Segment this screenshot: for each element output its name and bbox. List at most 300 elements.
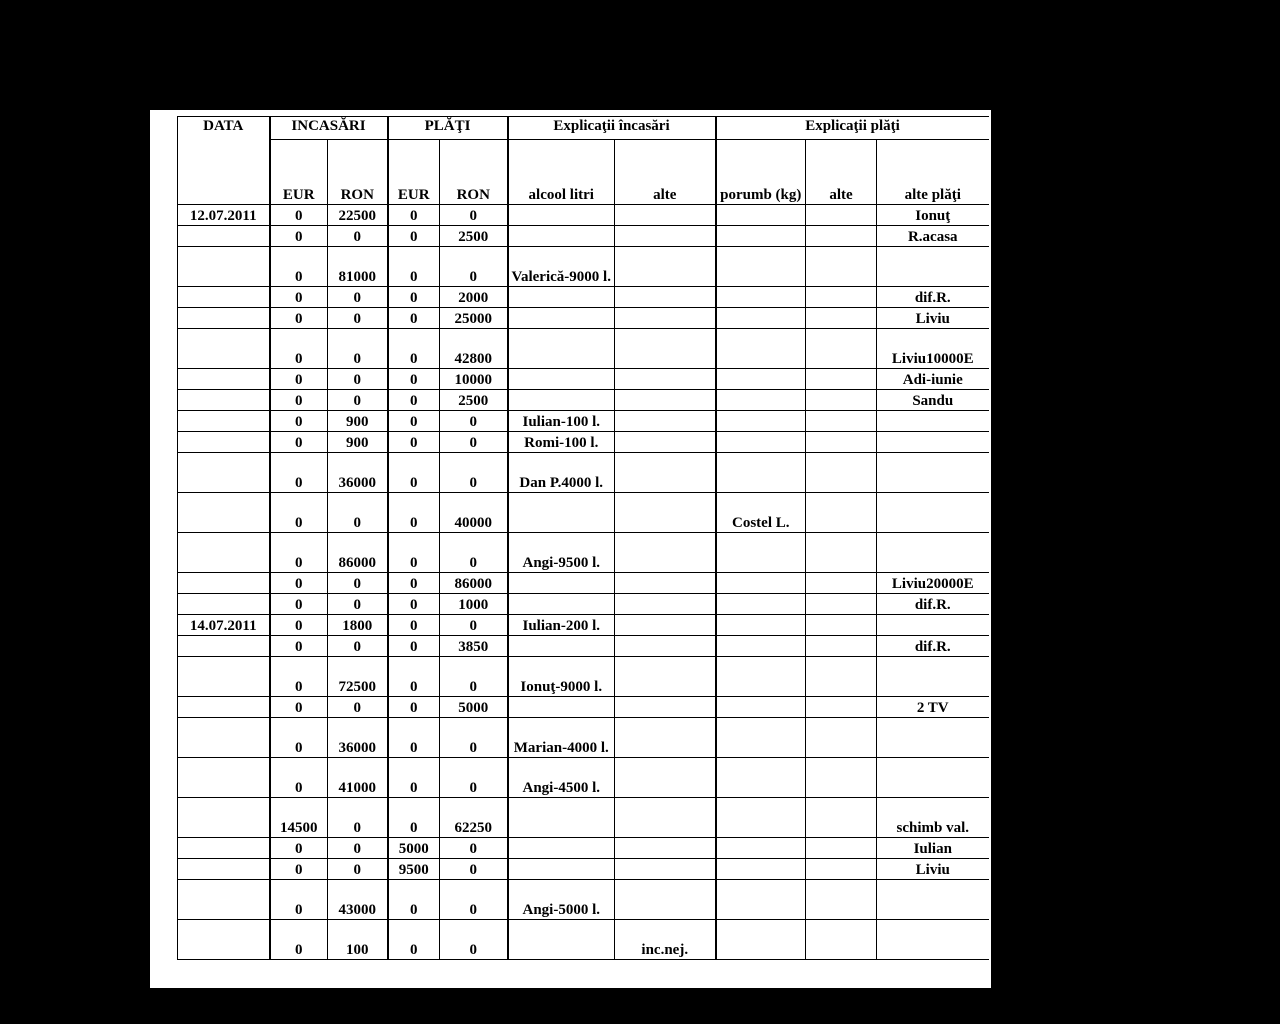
cell-incasari-ron: 0 xyxy=(328,369,388,390)
cell-plati-ron: 0 xyxy=(440,432,508,453)
table-row xyxy=(178,247,989,287)
cell-alcool-litri xyxy=(508,226,615,247)
cell-alte-incasari xyxy=(615,329,716,369)
cell-date xyxy=(178,493,270,533)
cell-porumb xyxy=(716,390,806,411)
cell-porumb xyxy=(716,798,806,838)
cell-incasari-ron: 0 xyxy=(328,573,388,594)
cell-plati-eur: 0 xyxy=(388,758,440,798)
cell-alte-plati xyxy=(877,493,989,533)
cell-incasari-eur: 0 xyxy=(270,920,328,960)
cell-incasari-eur: 0 xyxy=(270,226,328,247)
cell-alte-plati xyxy=(877,920,989,960)
cell-alcool-litri: Iulian-100 l. xyxy=(508,411,615,432)
cell-alcool-litri xyxy=(508,636,615,657)
cell-plati-ron: 40000 xyxy=(440,493,508,533)
cell-alte-plati-explic xyxy=(806,636,877,657)
table-row xyxy=(178,329,989,369)
cell-alte-plati: dif.R. xyxy=(877,636,989,657)
cell-alte-plati-explic xyxy=(806,390,877,411)
cell-alcool-litri xyxy=(508,573,615,594)
cell-incasari-eur: 0 xyxy=(270,758,328,798)
cell-alte-incasari xyxy=(615,880,716,920)
cell-incasari-ron: 0 xyxy=(328,493,388,533)
header-explicatii-incasari: Explicaţii încasări xyxy=(508,117,716,140)
cell-porumb xyxy=(716,308,806,329)
cell-alte-incasari xyxy=(615,226,716,247)
cell-alcool-litri xyxy=(508,594,615,615)
cell-incasari-eur: 0 xyxy=(270,205,328,226)
cell-date xyxy=(178,573,270,594)
cell-alte-incasari xyxy=(615,657,716,697)
table-row xyxy=(178,718,989,758)
cell-incasari-eur: 0 xyxy=(270,657,328,697)
cell-porumb: Costel L. xyxy=(716,493,806,533)
cell-alte-incasari xyxy=(615,493,716,533)
cell-plati-ron: 1000 xyxy=(440,594,508,615)
cell-date xyxy=(178,838,270,859)
cell-alte-plati-explic xyxy=(806,573,877,594)
cell-alcool-litri: Dan P.4000 l. xyxy=(508,453,615,493)
cell-incasari-eur: 0 xyxy=(270,533,328,573)
cell-incasari-eur: 0 xyxy=(270,636,328,657)
cell-plati-eur: 0 xyxy=(388,697,440,718)
cell-incasari-eur: 0 xyxy=(270,308,328,329)
cell-porumb xyxy=(716,880,806,920)
cell-date: 14.07.2011 xyxy=(178,615,270,636)
table-row xyxy=(178,636,989,657)
cell-alcool-litri xyxy=(508,329,615,369)
header-incasari: INCASĂRI xyxy=(270,117,388,140)
cell-incasari-eur: 14500 xyxy=(270,798,328,838)
cell-alte-incasari xyxy=(615,697,716,718)
cell-incasari-ron: 22500 xyxy=(328,205,388,226)
cell-alte-plati: Liviu10000E xyxy=(877,329,989,369)
header-row-groups xyxy=(178,117,989,140)
cell-plati-ron: 0 xyxy=(440,880,508,920)
cell-incasari-ron: 36000 xyxy=(328,718,388,758)
cell-incasari-eur: 0 xyxy=(270,573,328,594)
cell-incasari-ron: 81000 xyxy=(328,247,388,287)
table-row xyxy=(178,859,989,880)
table-row xyxy=(178,493,989,533)
cell-incasari-eur: 0 xyxy=(270,453,328,493)
cell-alte-incasari xyxy=(615,308,716,329)
table-row xyxy=(178,920,989,960)
cell-alte-plati xyxy=(877,453,989,493)
cell-incasari-eur: 0 xyxy=(270,329,328,369)
cell-alte-plati xyxy=(877,411,989,432)
header-alte-plati-explic: alte xyxy=(806,140,877,205)
cell-plati-eur: 0 xyxy=(388,573,440,594)
cell-incasari-eur: 0 xyxy=(270,432,328,453)
cell-porumb xyxy=(716,615,806,636)
cell-incasari-ron: 900 xyxy=(328,411,388,432)
cell-alte-plati: Liviu xyxy=(877,308,989,329)
cell-plati-ron: 42800 xyxy=(440,329,508,369)
cell-alcool-litri xyxy=(508,697,615,718)
cell-porumb xyxy=(716,636,806,657)
cell-alte-plati-explic xyxy=(806,657,877,697)
cell-alte-incasari xyxy=(615,838,716,859)
cell-alte-plati-explic xyxy=(806,594,877,615)
table-row xyxy=(178,533,989,573)
cell-plati-ron: 0 xyxy=(440,718,508,758)
cell-incasari-ron: 0 xyxy=(328,390,388,411)
cell-plati-ron: 0 xyxy=(440,615,508,636)
cell-alcool-litri xyxy=(508,369,615,390)
cell-alcool-litri: Romi-100 l. xyxy=(508,432,615,453)
cell-alte-incasari xyxy=(615,798,716,838)
cell-alcool-litri: Iulian-200 l. xyxy=(508,615,615,636)
cell-alte-plati-explic xyxy=(806,697,877,718)
cell-plati-eur: 0 xyxy=(388,390,440,411)
cell-alte-plati-explic xyxy=(806,493,877,533)
header-plati-ron: RON xyxy=(440,140,508,205)
table-row xyxy=(178,432,989,453)
cell-date xyxy=(178,432,270,453)
cell-porumb xyxy=(716,287,806,308)
table-row xyxy=(178,880,989,920)
cell-alte-plati xyxy=(877,247,989,287)
cell-plati-eur: 0 xyxy=(388,247,440,287)
cell-alte-plati-explic xyxy=(806,880,877,920)
cell-plati-ron: 0 xyxy=(440,859,508,880)
cell-alte-incasari xyxy=(615,533,716,573)
header-alte-plati: alte plăţi xyxy=(877,140,989,205)
cell-alte-plati xyxy=(877,615,989,636)
cell-alte-plati: R.acasa xyxy=(877,226,989,247)
cell-incasari-eur: 0 xyxy=(270,411,328,432)
cell-incasari-ron: 0 xyxy=(328,329,388,369)
cell-alte-plati-explic xyxy=(806,411,877,432)
cell-alte-plati-explic xyxy=(806,615,877,636)
cell-plati-ron: 2000 xyxy=(440,287,508,308)
cell-plati-eur: 0 xyxy=(388,329,440,369)
cell-plati-eur: 0 xyxy=(388,493,440,533)
cell-incasari-ron: 100 xyxy=(328,920,388,960)
cell-alte-plati: Liviu xyxy=(877,859,989,880)
cell-plati-ron: 86000 xyxy=(440,573,508,594)
ledger-body xyxy=(178,205,989,960)
cell-alte-plati-explic xyxy=(806,798,877,838)
cell-plati-eur: 0 xyxy=(388,432,440,453)
cell-alte-incasari xyxy=(615,390,716,411)
header-explicatii-plati: Explicaţii plăţi xyxy=(716,117,989,140)
cell-plati-eur: 0 xyxy=(388,287,440,308)
cell-incasari-ron: 0 xyxy=(328,226,388,247)
cell-incasari-ron: 36000 xyxy=(328,453,388,493)
cell-porumb xyxy=(716,533,806,573)
cell-alte-incasari xyxy=(615,287,716,308)
cell-alte-plati-explic xyxy=(806,718,877,758)
cell-alcool-litri xyxy=(508,287,615,308)
cell-porumb xyxy=(716,718,806,758)
cell-alte-plati-explic xyxy=(806,369,877,390)
cell-plati-eur: 0 xyxy=(388,636,440,657)
cell-alte-plati-explic xyxy=(806,226,877,247)
cell-porumb xyxy=(716,411,806,432)
cell-plati-ron: 0 xyxy=(440,920,508,960)
cell-alcool-litri xyxy=(508,859,615,880)
table-row xyxy=(178,594,989,615)
cell-plati-ron: 3850 xyxy=(440,636,508,657)
cell-plati-ron: 0 xyxy=(440,247,508,287)
cell-alte-incasari xyxy=(615,573,716,594)
cell-incasari-ron: 1800 xyxy=(328,615,388,636)
cell-alte-incasari xyxy=(615,859,716,880)
cell-date: 12.07.2011 xyxy=(178,205,270,226)
table-row xyxy=(178,758,989,798)
cell-date xyxy=(178,308,270,329)
cell-plati-eur: 0 xyxy=(388,453,440,493)
cell-porumb xyxy=(716,573,806,594)
cell-porumb xyxy=(716,226,806,247)
cell-alte-incasari xyxy=(615,594,716,615)
cell-alte-plati xyxy=(877,718,989,758)
cell-plati-eur: 0 xyxy=(388,920,440,960)
cell-alcool-litri xyxy=(508,493,615,533)
cell-date xyxy=(178,880,270,920)
cell-plati-ron: 10000 xyxy=(440,369,508,390)
cell-alte-incasari xyxy=(615,247,716,287)
cell-plati-eur: 0 xyxy=(388,657,440,697)
table-row xyxy=(178,205,989,226)
cell-incasari-eur: 0 xyxy=(270,493,328,533)
cell-date xyxy=(178,718,270,758)
cell-incasari-eur: 0 xyxy=(270,247,328,287)
cell-alte-plati-explic xyxy=(806,533,877,573)
cell-date xyxy=(178,697,270,718)
cell-porumb xyxy=(716,369,806,390)
cell-alcool-litri: Valerică-9000 l. xyxy=(508,247,615,287)
cell-plati-ron: 62250 xyxy=(440,798,508,838)
table-row xyxy=(178,390,989,411)
table-row xyxy=(178,657,989,697)
cell-alte-incasari: inc.nej. xyxy=(615,920,716,960)
cell-date xyxy=(178,798,270,838)
cell-plati-ron: 0 xyxy=(440,657,508,697)
cell-alcool-litri xyxy=(508,838,615,859)
cell-alte-plati: Ionuţ xyxy=(877,205,989,226)
spreadsheet-page xyxy=(150,110,991,988)
cell-date xyxy=(178,636,270,657)
cell-plati-eur: 0 xyxy=(388,533,440,573)
cell-alte-plati-explic xyxy=(806,308,877,329)
cell-plati-eur: 0 xyxy=(388,308,440,329)
cell-incasari-ron: 900 xyxy=(328,432,388,453)
cell-alte-plati: Liviu20000E xyxy=(877,573,989,594)
cell-porumb xyxy=(716,920,806,960)
cell-plati-ron: 0 xyxy=(440,838,508,859)
header-incasari-eur: EUR xyxy=(270,140,328,205)
cell-alte-incasari xyxy=(615,718,716,758)
cell-incasari-ron: 0 xyxy=(328,697,388,718)
cell-porumb xyxy=(716,859,806,880)
cell-alte-plati-explic xyxy=(806,859,877,880)
cell-alte-plati-explic xyxy=(806,287,877,308)
cell-plati-ron: 0 xyxy=(440,758,508,798)
cell-porumb xyxy=(716,697,806,718)
cell-alte-plati xyxy=(877,533,989,573)
cell-alte-plati: 2 TV xyxy=(877,697,989,718)
cell-alte-incasari xyxy=(615,205,716,226)
cell-alte-incasari xyxy=(615,758,716,798)
cell-alte-incasari xyxy=(615,432,716,453)
cell-alte-plati-explic xyxy=(806,453,877,493)
cell-plati-ron: 0 xyxy=(440,533,508,573)
cell-alte-plati: Adi-iunie xyxy=(877,369,989,390)
table-row xyxy=(178,411,989,432)
cell-alte-plati: dif.R. xyxy=(877,287,989,308)
cell-incasari-eur: 0 xyxy=(270,697,328,718)
cash-ledger-table xyxy=(177,116,989,960)
cell-date xyxy=(178,287,270,308)
cell-porumb xyxy=(716,657,806,697)
cell-plati-eur: 0 xyxy=(388,369,440,390)
cell-plati-eur: 0 xyxy=(388,880,440,920)
cell-date xyxy=(178,859,270,880)
cell-alte-incasari xyxy=(615,453,716,493)
cell-alcool-litri: Angi-9500 l. xyxy=(508,533,615,573)
cell-date xyxy=(178,920,270,960)
cell-plati-eur: 5000 xyxy=(388,838,440,859)
cell-alte-plati xyxy=(877,432,989,453)
cell-incasari-ron: 0 xyxy=(328,798,388,838)
cell-alte-incasari xyxy=(615,636,716,657)
cell-porumb xyxy=(716,594,806,615)
cell-alte-incasari xyxy=(615,615,716,636)
cell-date xyxy=(178,390,270,411)
table-row xyxy=(178,369,989,390)
header-date: DATA xyxy=(178,117,270,205)
cell-plati-eur: 0 xyxy=(388,205,440,226)
cell-incasari-ron: 0 xyxy=(328,636,388,657)
cell-plati-ron: 2500 xyxy=(440,226,508,247)
table-row xyxy=(178,573,989,594)
header-alcool-litri: alcool litri xyxy=(508,140,615,205)
cell-date xyxy=(178,657,270,697)
cell-incasari-ron: 0 xyxy=(328,859,388,880)
cell-alte-plati-explic xyxy=(806,247,877,287)
cell-plati-eur: 0 xyxy=(388,594,440,615)
cell-incasari-ron: 0 xyxy=(328,308,388,329)
cell-incasari-eur: 0 xyxy=(270,838,328,859)
table-row xyxy=(178,287,989,308)
table-row xyxy=(178,697,989,718)
cell-plati-ron: 0 xyxy=(440,453,508,493)
cell-alte-plati xyxy=(877,880,989,920)
cell-plati-ron: 25000 xyxy=(440,308,508,329)
cell-date xyxy=(178,247,270,287)
cell-date xyxy=(178,533,270,573)
cell-alte-plati-explic xyxy=(806,205,877,226)
cell-date xyxy=(178,329,270,369)
cell-incasari-ron: 43000 xyxy=(328,880,388,920)
cell-alte-plati-explic xyxy=(806,432,877,453)
cell-plati-eur: 0 xyxy=(388,615,440,636)
cell-date xyxy=(178,594,270,615)
header-incasari-ron: RON xyxy=(328,140,388,205)
cell-plati-ron: 0 xyxy=(440,205,508,226)
cell-alcool-litri: Angi-5000 l. xyxy=(508,880,615,920)
header-plati-eur: EUR xyxy=(388,140,440,205)
cell-alcool-litri: Angi-4500 l. xyxy=(508,758,615,798)
cell-alte-plati-explic xyxy=(806,329,877,369)
header-plati: PLĂŢI xyxy=(388,117,508,140)
table-row xyxy=(178,838,989,859)
header-porumb: porumb (kg) xyxy=(716,140,806,205)
cell-plati-eur: 0 xyxy=(388,226,440,247)
table-row xyxy=(178,453,989,493)
cell-porumb xyxy=(716,247,806,287)
cell-incasari-ron: 72500 xyxy=(328,657,388,697)
cell-date xyxy=(178,411,270,432)
cell-incasari-eur: 0 xyxy=(270,287,328,308)
cell-alte-plati: Iulian xyxy=(877,838,989,859)
cell-plati-ron: 2500 xyxy=(440,390,508,411)
cell-alte-incasari xyxy=(615,369,716,390)
cell-incasari-eur: 0 xyxy=(270,390,328,411)
cell-porumb xyxy=(716,205,806,226)
cell-alcool-litri xyxy=(508,308,615,329)
cell-plati-eur: 0 xyxy=(388,718,440,758)
cell-date xyxy=(178,453,270,493)
cell-plati-eur: 0 xyxy=(388,798,440,838)
cell-alcool-litri xyxy=(508,798,615,838)
cell-incasari-ron: 0 xyxy=(328,287,388,308)
table-row xyxy=(178,226,989,247)
cell-alte-plati: Sandu xyxy=(877,390,989,411)
cell-alte-plati-explic xyxy=(806,920,877,960)
cell-date xyxy=(178,369,270,390)
table-row xyxy=(178,308,989,329)
cell-incasari-eur: 0 xyxy=(270,880,328,920)
cell-alcool-litri xyxy=(508,390,615,411)
cell-incasari-eur: 0 xyxy=(270,718,328,758)
cell-alcool-litri xyxy=(508,920,615,960)
cell-alte-plati: schimb val. xyxy=(877,798,989,838)
cell-alcool-litri xyxy=(508,205,615,226)
cell-incasari-ron: 86000 xyxy=(328,533,388,573)
cell-porumb xyxy=(716,432,806,453)
cell-alte-plati xyxy=(877,758,989,798)
table-row xyxy=(178,798,989,838)
cell-date xyxy=(178,758,270,798)
cell-plati-ron: 0 xyxy=(440,411,508,432)
cell-porumb xyxy=(716,838,806,859)
cell-plati-eur: 0 xyxy=(388,411,440,432)
cell-plati-ron: 5000 xyxy=(440,697,508,718)
cell-porumb xyxy=(716,758,806,798)
cell-incasari-eur: 0 xyxy=(270,369,328,390)
cell-incasari-ron: 0 xyxy=(328,594,388,615)
cell-plati-eur: 9500 xyxy=(388,859,440,880)
header-row-columns xyxy=(178,140,989,205)
cell-alte-plati xyxy=(877,657,989,697)
cell-porumb xyxy=(716,453,806,493)
table-row xyxy=(178,615,989,636)
header-alte-incasari: alte xyxy=(615,140,716,205)
cell-date xyxy=(178,226,270,247)
cell-alte-incasari xyxy=(615,411,716,432)
cell-incasari-eur: 0 xyxy=(270,859,328,880)
cell-incasari-eur: 0 xyxy=(270,615,328,636)
cell-incasari-ron: 0 xyxy=(328,838,388,859)
cell-alte-plati-explic xyxy=(806,758,877,798)
cell-alcool-litri: Ionuţ-9000 l. xyxy=(508,657,615,697)
cell-alte-plati-explic xyxy=(806,838,877,859)
